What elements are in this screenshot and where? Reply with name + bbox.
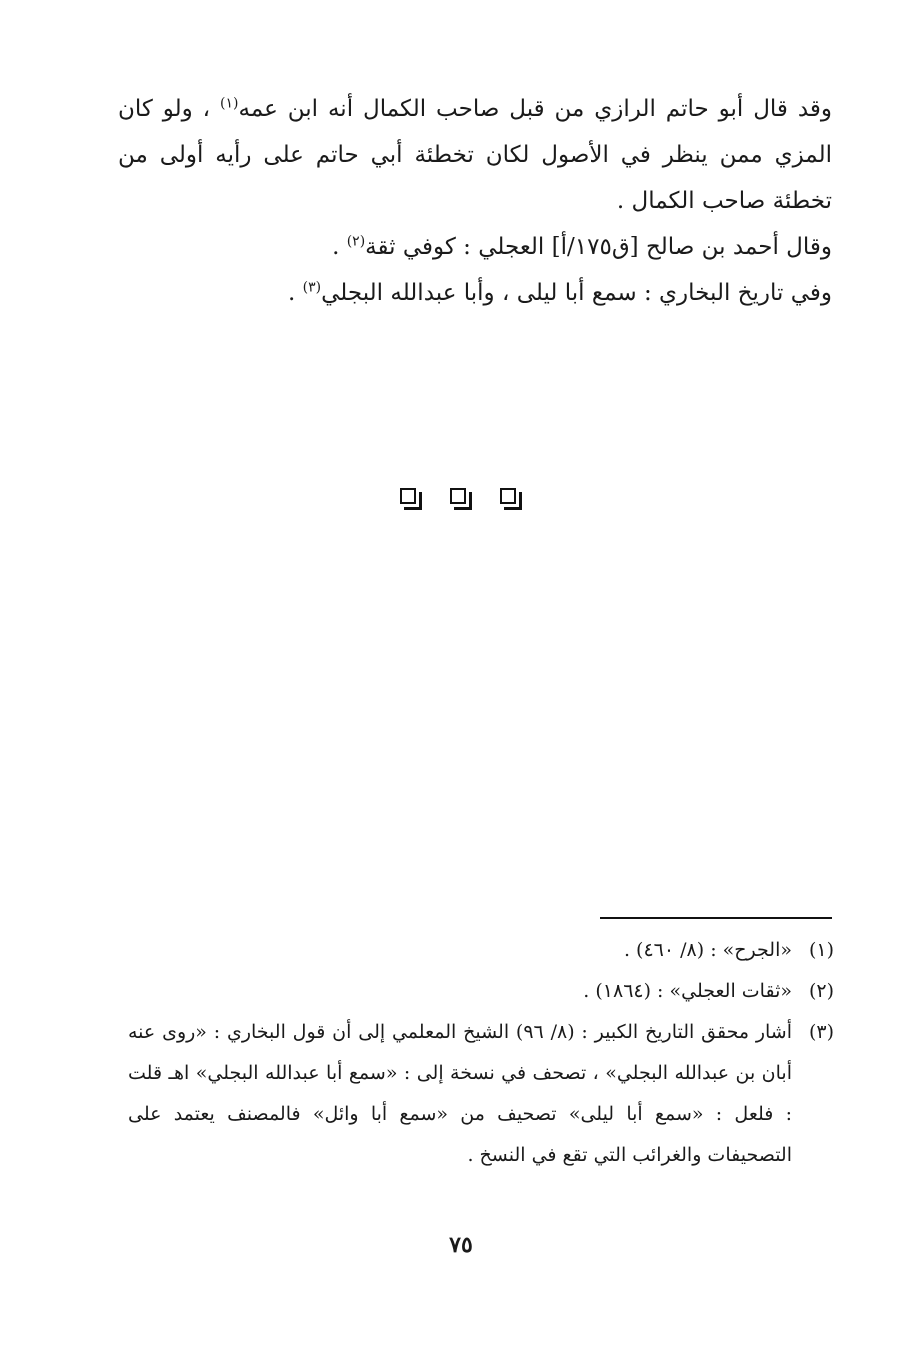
footnote-number: (١) <box>808 939 834 961</box>
square-ornament-icon <box>400 488 422 510</box>
paragraph-1-text-b: ، ولو كان المزي ممن ينظر في الأصول لكان تخطئة أبي حاتم على رأيه أولى من تخطئة صاحب الكمال . <box>118 96 832 214</box>
footnote-number: (٢) <box>808 980 834 1002</box>
section-end-ornament <box>0 488 922 510</box>
footnote-3 <box>128 1012 834 1176</box>
paragraph-2-text: وقال أحمد بن صالح [ق١٧٥/أ] العجلي : كوفي ثقة <box>365 234 832 260</box>
paragraph-1 <box>118 86 832 224</box>
paragraph-3 <box>118 270 832 316</box>
main-body-text <box>118 86 832 316</box>
paragraph-3-end: . <box>287 280 303 306</box>
footnote-separator <box>600 917 832 919</box>
footnote-ref-2[interactable]: (٢) <box>346 233 366 250</box>
footnote-ref-3[interactable]: (٣) <box>302 279 322 296</box>
footnote-1 <box>128 930 834 971</box>
footnotes <box>128 930 834 1176</box>
paragraph-2 <box>118 224 832 270</box>
page-number: ٧٥ <box>449 1232 473 1258</box>
paragraph-3-text: وفي تاريخ البخاري : سمع أبا ليلى ، وأبا عبدالله البجلي <box>321 280 832 306</box>
footnote-2 <box>128 971 834 1012</box>
square-ornament-icon <box>450 488 472 510</box>
paragraph-2-end: . <box>332 234 347 260</box>
footnote-text: «الجرح» : (٨/ ٤٦٠) . <box>623 939 792 961</box>
paragraph-1-text-a: وقد قال أبو حاتم الرازي من قبل صاحب الكمال أنه ابن عمه <box>238 96 833 122</box>
square-ornament-icon <box>500 488 522 510</box>
footnote-text: أشار محقق التاريخ الكبير : (٨/ ٩٦) الشيخ المعلمي إلى أن قول البخاري : «روى عنه أبان بن عبدالله البجلي» ، تصحف في نسخة إلى : «سمع أبا عبدالله البجلي» اهـ قلت : فلعل : «سمع أبا ليلى» تصحيف من «سمع أبا وائل» فالمصنف يعتمد على التصحيفات والغرائب التي تقع في النسخ . <box>128 1021 792 1166</box>
footnote-text: «ثقات العجلي» : (١٨٦٤) . <box>583 980 792 1002</box>
footnote-number: (٣) <box>808 1021 834 1043</box>
footnote-ref-1[interactable]: (١) <box>220 95 239 112</box>
